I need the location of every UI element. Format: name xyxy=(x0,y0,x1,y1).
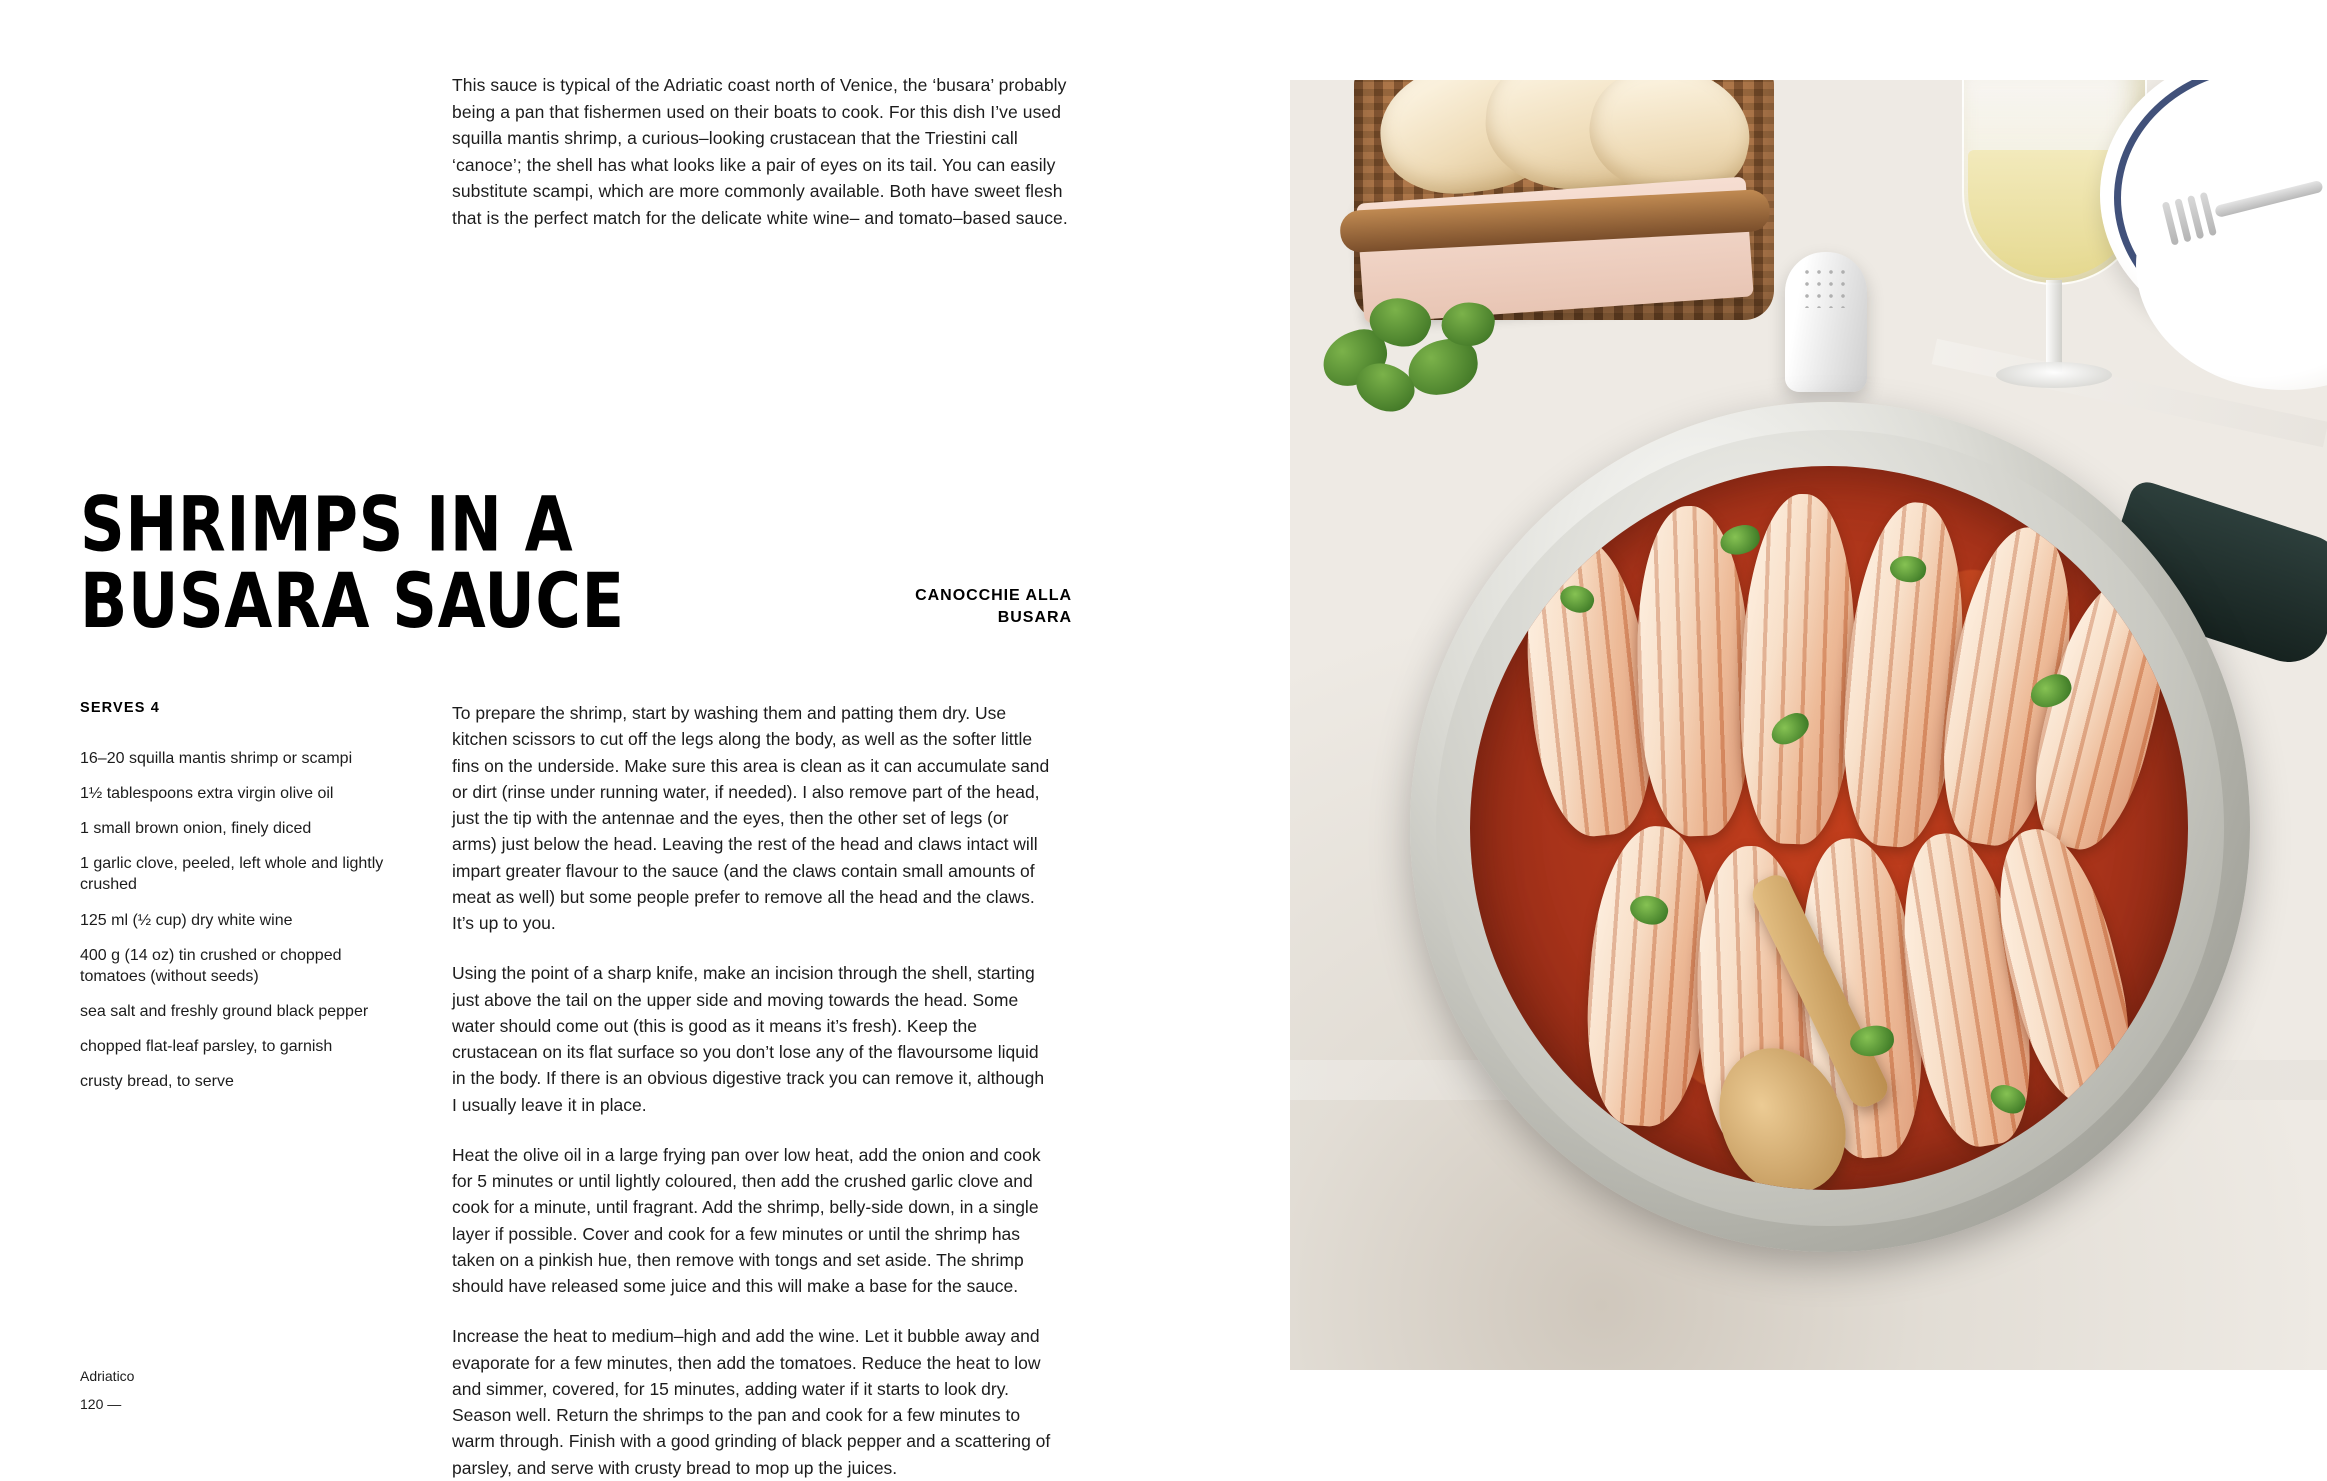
recipe-intro-text: This sauce is typical of the Adriatic coast north of Venice, the ‘busara’ probably being a pan that fishermen used on their boats to cook. For this dish I’ve used squilla mantis shrimp, a curious–looking crustacean that the Triestini call ‘canoce’; the shell has what looks like a pair of eyes on its tail. You can easily substitute scampi, which are more commonly available. Both have sweet flesh that is the perfect match for the delicate white wine– and tomato–based sauce. xyxy=(452,75,1068,228)
method-paragraph: Heat the olive oil in a large frying pan over low heat, add the onion and cook for 5 minutes or until lightly coloured, then add the crushed garlic clove and cook for a minute, until fragrant. Add the shrimp, belly-side down, in a single layer if possible. Cover and cook for a few minutes or until the shrimp has taken on a pinkish hue, then remove with tongs and set aside. The shrimp should have released some juice and this will make a base for the sauce. xyxy=(452,1144,1041,1296)
italian-title-line-2: BUSARA xyxy=(997,608,1072,626)
list-item: 16–20 squilla mantis shrimp or scampi xyxy=(80,750,353,767)
shaker-holes xyxy=(1801,266,1851,308)
parsley-sprig xyxy=(1312,292,1502,427)
book-title-footer: Adriatico xyxy=(80,1368,135,1384)
list-item: 1½ tablespoons extra virgin olive oil xyxy=(80,785,334,803)
list-item: 1 small brown onion, finely diced xyxy=(80,820,312,838)
wine-glass-foot xyxy=(1996,362,2112,388)
wine-glass-stem xyxy=(2046,280,2062,372)
recipe-italian-title xyxy=(780,585,1072,628)
list-item: 1 garlic clove, peeled, left whole and lightly crushed xyxy=(80,855,384,894)
method-paragraph: Using the point of a sharp knife, make an incision through the shell, starting just above the tail on the upper side and moving towards the head. Some water should come out (this is good as it means it’s fresh). Keep the crustacean on its flat surface so you don’t lose any of the flavoursome liquid in the body. If there is an obvious digestive track you can remove it, although I usually leave it in place. xyxy=(452,963,1045,1115)
italian-title-line-1: CANOCCHIE ALLA xyxy=(915,587,1072,604)
serves-label: SERVES 4 xyxy=(80,700,160,716)
list-item: 400 g (14 oz) tin crushed or chopped tomatoes (without seeds) xyxy=(80,946,342,985)
list-item: chopped flat-leaf parsley, to garnish xyxy=(80,1037,333,1055)
method-paragraph: Increase the heat to medium–high and add the wine. Let it bubble away and evaporate for a few minutes, then add the tomatoes. Reduce the heat to low and simmer, covered, for 15 minutes, adding water if it starts to look dry. Season well. Return the shrimps to the pan and cook for a few minutes to warm through. Finish with a good grinding of black pepper and a scattering of parsley, and serve with crusty bread to mop up the juices. xyxy=(452,1326,1051,1478)
method-text xyxy=(452,700,1052,1481)
recipe-photograph xyxy=(1290,80,2327,1370)
page-title xyxy=(80,482,625,647)
list-item: sea salt and freshly ground black pepper xyxy=(80,1002,369,1020)
list-item: 125 ml (½ cup) dry white wine xyxy=(80,911,293,929)
page-number: 120 — xyxy=(80,1396,122,1412)
list-item: crusty bread, to serve xyxy=(80,1073,234,1091)
salt-shaker xyxy=(1785,252,1867,392)
busara-sauce-with-shrimps xyxy=(1470,466,2188,1190)
ingredients-list xyxy=(80,748,400,1106)
method-paragraph: To prepare the shrimp, start by washing them and patting them dry. Use kitchen scissors to cut off the legs along the body, as well as the softer little fins on the underside. Make sure this area is clean as it can accumulate sand or dirt (rinse under running water, if needed). I also remove part of the head, just the tip with the antennae and the eyes, then the other set of legs (or arms) just below the head. Leaving the rest of the head and claws intact will impart greater flavour to the sauce (and the claws contain small amounts of meat as well) but some people prefer to remove all the head and the claws. It’s up to you. xyxy=(452,703,1050,933)
recipe-title-line-2: BUSARA SAUCE xyxy=(80,559,625,647)
recipe-title-line-1: SHRIMPS IN A xyxy=(80,482,574,570)
